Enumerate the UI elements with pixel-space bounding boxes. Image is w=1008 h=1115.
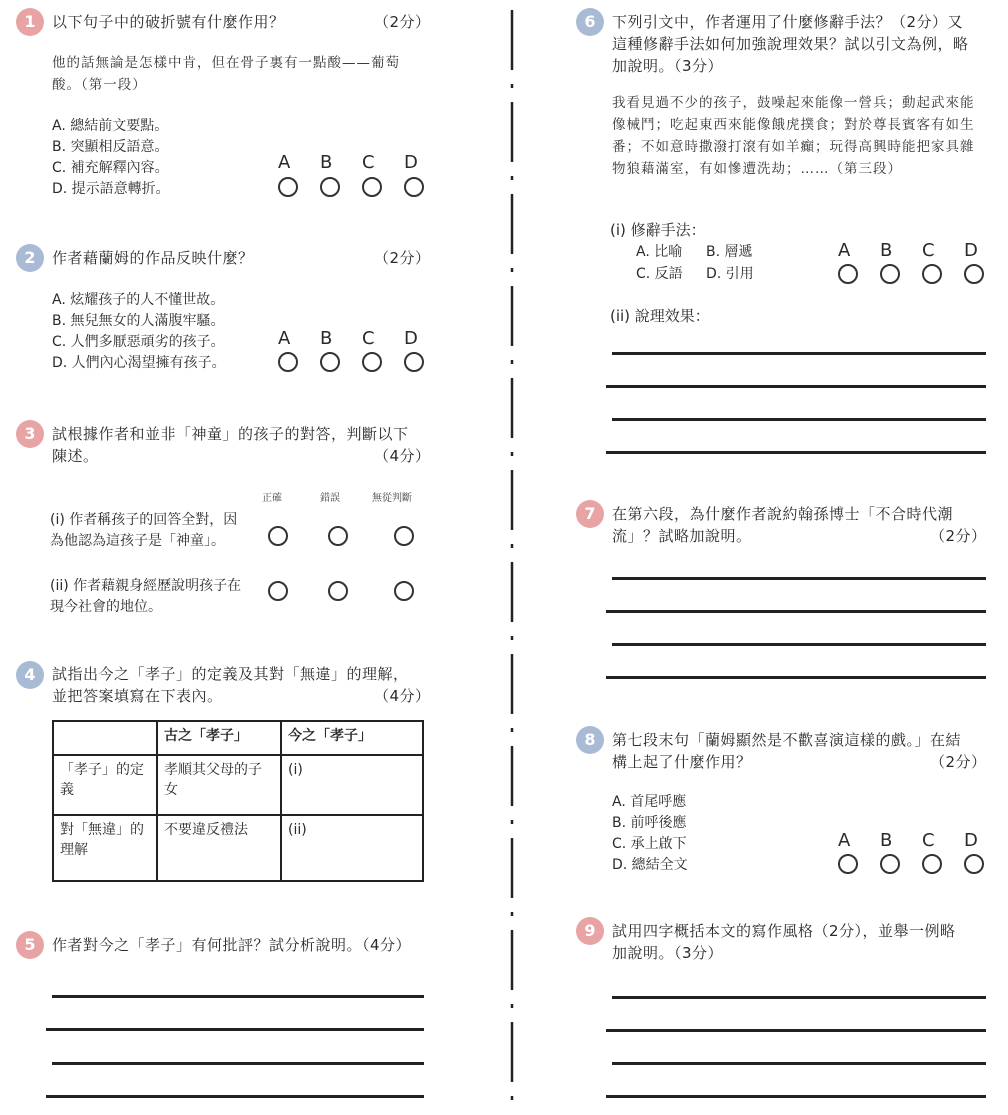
table-header-empty [53,721,157,755]
answer-line[interactable] [612,1062,986,1065]
answer-line[interactable] [52,1062,424,1065]
bubble-wrong[interactable] [328,526,348,546]
answer-line[interactable] [52,995,424,998]
sub-question-ii: (ii) 說理效果： [610,307,710,325]
bubble-a[interactable] [838,264,858,284]
question-1-quote: 他的話無論是怎樣中肯，但在骨子裏有一點酸——葡萄酸。（第一段） [52,55,400,93]
choice-letters: A B C D [838,830,978,851]
bubble-b[interactable] [880,854,900,874]
answer-bubbles[interactable] [268,526,436,550]
question-4-text-line2: 並把答案填寫在下表內。 [52,687,223,705]
answer-line[interactable] [612,996,986,999]
option-a: A. 比喻 [636,244,683,260]
bubble-correct[interactable] [268,526,288,546]
question-number-badge: 6 [576,8,604,36]
question-number-badge: 4 [16,661,44,689]
answer-line[interactable] [46,1095,424,1098]
question-3-text-line1: 試根據作者和並非「神童」的孩子的對答，判斷以下 [52,425,409,443]
option-a: A. 總結前文要點。 [52,118,169,134]
table-cell: 不要違反禮法 [157,815,281,881]
question-6-text-line1: 下列引文中，作者運用了什麼修辭手法？（2分）又 [612,13,964,31]
answer-line[interactable] [606,610,986,613]
bubble-d[interactable] [964,264,984,284]
answer-line[interactable] [612,352,986,355]
option-c: C. 補充解釋內容。 [52,160,169,176]
bubble-a[interactable] [278,177,298,197]
question-number-badge: 8 [576,726,604,754]
table-header-modern: 今之「孝子」 [281,721,423,755]
sub-question-i: (i) 修辭手法： [610,221,706,239]
bubble-c[interactable] [362,177,382,197]
question-9-text-line2: 加說明。（3分） [612,944,724,962]
answer-line[interactable] [612,643,986,646]
question-8-marks: （2分） [930,753,987,771]
answer-line[interactable] [606,676,986,679]
header-correct: 正確 [262,493,282,504]
header-cannot-judge: 無從判斷 [372,493,412,504]
question-4-marks: （4分） [374,687,431,705]
option-c: C. 承上啟下 [612,836,687,852]
answer-bubbles[interactable] [278,177,446,201]
answer-line[interactable] [606,1029,986,1032]
answer-bubbles[interactable] [278,352,446,376]
bubble-correct[interactable] [268,581,288,601]
choice-letters: A B C D [278,152,418,173]
option-d: D. 引用 [706,266,754,282]
question-5-text: 作者對今之「孝子」有何批評？試分析說明。（4分） [52,936,412,954]
option-b: B. 無兒無女的人滿腹牢騷。 [52,313,225,329]
answer-bubbles[interactable] [838,264,1006,288]
question-number-badge: 9 [576,917,604,945]
answer-table [52,720,424,882]
bubble-d[interactable] [404,352,424,372]
question-1-text: 以下句子中的破折號有什麼作用？ [52,13,285,31]
question-6-text-line2: 這種修辭手法如何加強說理效果？試以引文為例，略 [612,35,969,53]
bubble-b[interactable] [320,177,340,197]
bubble-c[interactable] [922,264,942,284]
table-answer-cell-ii[interactable]: (ii) [281,815,423,881]
answer-bubbles[interactable] [838,854,1006,878]
question-6-quote: 我看見過不少的孩子，鼓噪起來能像一營兵；動起武來能像械鬥；吃起東西來能像餓虎撲食；對於尊長賓客有如生番；不如意時撒潑打滾有如羊癲；玩得高興時能把家具雜物狼藉滿室，有如慘遭洗劫；……（第三段） [612,95,975,177]
statement-i: (i) 作者稱孩子的回答全對，因為他認為這孩子是「神童」。 [50,512,238,549]
option-b: B. 突顯相反語意。 [52,139,169,155]
table-row-label: 「孝子」的定義 [53,755,157,815]
question-number-badge: 3 [16,420,44,448]
answer-line[interactable] [46,1028,424,1031]
question-7-text-line1: 在第六段，為什麼作者說約翰孫博士「不合時代潮 [612,505,954,523]
option-d: D. 總結全文 [612,857,688,873]
question-number-badge: 1 [16,8,44,36]
answer-line[interactable] [606,385,986,388]
bubble-d[interactable] [964,854,984,874]
question-number-badge: 7 [576,500,604,528]
bubble-cannot-judge[interactable] [394,526,414,546]
question-1-marks: （2分） [374,13,431,31]
question-number-badge: 5 [16,931,44,959]
question-4-text-line1: 試指出今之「孝子」的定義及其對「無違」的理解， [52,665,409,683]
option-d: D. 提示語意轉折。 [52,181,170,197]
answer-line[interactable] [612,577,986,580]
question-8-text-line2: 構上起了什麼作用？ [612,753,752,771]
bubble-cannot-judge[interactable] [394,581,414,601]
question-7-text-line2: 流」？試略加說明。 [612,527,752,545]
answer-line[interactable] [612,418,986,421]
question-number-badge: 2 [16,244,44,272]
bubble-c[interactable] [362,352,382,372]
bubble-b[interactable] [320,352,340,372]
question-3-marks: （4分） [374,447,431,465]
question-2-text: 作者藉蘭姆的作品反映什麼？ [52,249,254,267]
option-b: B. 層遞 [706,244,753,260]
option-c: C. 反語 [636,266,683,282]
bubble-d[interactable] [404,177,424,197]
statement-ii: (ii) 作者藉親身經歷說明孩子在現今社會的地位。 [50,578,242,615]
option-d: D. 人們內心渴望擁有孩子。 [52,355,226,371]
question-8-text-line1: 第七段末句「蘭姆顯然是不歡喜演這樣的戲。」在結 [612,731,962,749]
table-row-label: 對「無違」的理解 [53,815,157,881]
column-divider [510,10,514,1100]
option-a: A. 炫耀孩子的人不懂世故。 [52,292,225,308]
question-7-marks: （2分） [930,527,987,545]
question-3-text-line2: 陳述。 [52,447,99,465]
choice-letters: A B C D [278,328,418,349]
answer-line[interactable] [606,1095,986,1098]
answer-bubbles[interactable] [268,581,436,605]
bubble-wrong[interactable] [328,581,348,601]
option-c: C. 人們多厭惡頑劣的孩子。 [52,334,225,350]
table-cell: 孝順其父母的子女 [157,755,281,815]
option-b: B. 前呼後應 [612,815,687,831]
option-a: A. 首尾呼應 [612,794,687,810]
header-wrong: 錯誤 [320,493,340,504]
bubble-b[interactable] [880,264,900,284]
answer-line[interactable] [606,451,986,454]
bubble-c[interactable] [922,854,942,874]
bubble-a[interactable] [838,854,858,874]
table-answer-cell-i[interactable]: (i) [281,755,423,815]
question-6-text-line3: 加說明。（3分） [612,57,724,75]
bubble-a[interactable] [278,352,298,372]
question-9-text-line1: 試用四字概括本文的寫作風格（2分），並舉一例略 [612,922,956,940]
question-2-marks: （2分） [374,249,431,267]
table-header-ancient: 古之「孝子」 [157,721,281,755]
choice-letters: A B C D [838,240,978,261]
